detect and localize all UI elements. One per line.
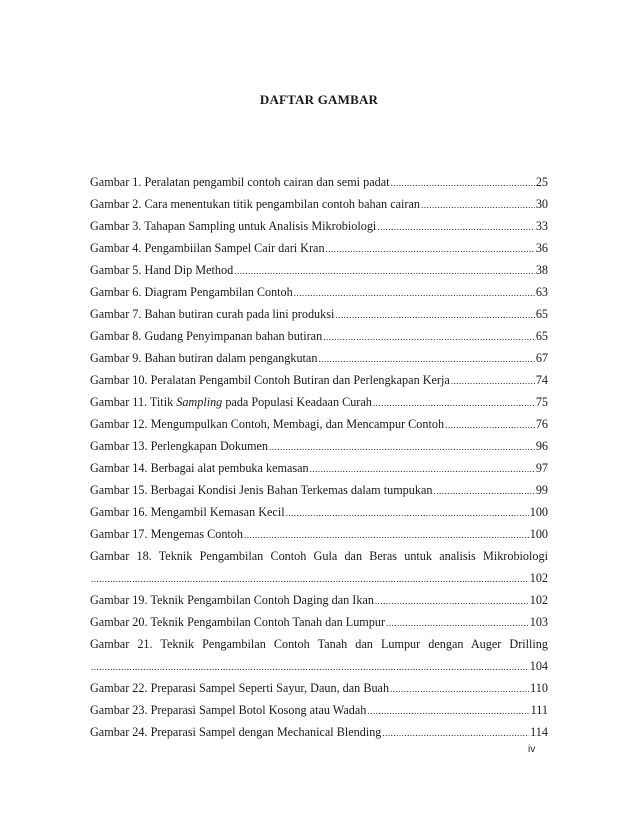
list-item: [90, 171, 548, 193]
list-item: [90, 699, 548, 721]
list-item: [90, 545, 548, 589]
entry-page: 99: [535, 483, 548, 497]
entry-text: Gambar 19. Teknik Pengambilan Contoh Daging dan Ikan: [90, 593, 374, 607]
list-item: [90, 589, 548, 611]
dot-leader: [373, 391, 535, 413]
dot-leader: [310, 457, 535, 479]
dot-leader: [451, 369, 535, 391]
list-item: [90, 435, 548, 457]
dot-leader: [91, 567, 529, 589]
entry-text: Gambar 23. Preparasi Sampel Botol Kosong atau Wadah: [90, 703, 367, 717]
list-item: [90, 633, 548, 677]
dot-leader: [382, 721, 529, 743]
dot-leader: [318, 347, 534, 369]
entry-text-emphasis: Sampling: [176, 395, 223, 409]
entry-text: Gambar 13. Perlengkapan Dokumen: [90, 439, 269, 453]
list-item: [90, 303, 548, 325]
entry-page: 110: [530, 681, 548, 695]
list-item: [90, 237, 548, 259]
entry-text: [90, 391, 372, 413]
entry-page: 104: [529, 659, 548, 673]
list-item: [90, 413, 548, 435]
dot-leader: [390, 677, 529, 699]
dot-leader: [234, 259, 535, 281]
entry-page: 65: [535, 329, 548, 343]
entry-page: 65: [535, 307, 548, 321]
entry-text-post: pada Populasi Keadaan Curah: [222, 395, 372, 409]
entry-page: 38: [535, 263, 548, 277]
entry-text: Gambar 6. Diagram Pengambilan Contoh: [90, 285, 293, 299]
entry-text: Gambar 17. Mengemas Contoh: [90, 527, 243, 541]
entry-page: 97: [535, 461, 548, 475]
page-number: iv: [528, 744, 536, 755]
entry-text: Gambar 12. Mengumpulkan Contoh, Membagi, dan Mencampur Contoh: [90, 417, 445, 431]
entry-text: Gambar 15. Berbagai Kondisi Jenis Bahan Terkemas dalam tumpukan: [90, 483, 433, 497]
list-item: [90, 479, 548, 501]
entry-text: Gambar 24. Preparasi Sampel dengan Mechanical Blending: [90, 725, 382, 739]
dot-leader: [326, 237, 535, 259]
list-item: [90, 215, 548, 237]
entry-text: Gambar 18. Teknik Pengambilan Contoh Gula dan Beras untuk analisis Mikrobiologi: [90, 549, 548, 563]
dot-leader: [375, 589, 529, 611]
dot-leader: [433, 479, 534, 501]
dot-leader: [335, 303, 534, 325]
figure-list: [90, 171, 548, 743]
list-item: [90, 457, 548, 479]
dot-leader: [286, 501, 529, 523]
dot-leader: [386, 611, 529, 633]
list-item: [90, 347, 548, 369]
entry-page: 102: [529, 593, 548, 607]
entry-text: Gambar 5. Hand Dip Method: [90, 263, 234, 277]
entry-page: 103: [529, 615, 548, 629]
dot-leader: [323, 325, 535, 347]
entry-page: 114: [530, 725, 548, 739]
entry-text: Gambar 8. Gudang Penyimpanan bahan butiran: [90, 329, 323, 343]
entry-text: Gambar 1. Peralatan pengambil contoh cairan dan semi padat: [90, 175, 390, 189]
entry-page: 100: [529, 505, 548, 519]
list-item: [90, 611, 548, 633]
entry-text: Gambar 4. Pengambiilan Sampel Cair dari Kran: [90, 241, 325, 255]
list-item: [90, 677, 548, 699]
entry-page: 33: [535, 219, 548, 233]
dot-leader: [391, 171, 535, 193]
list-item: [90, 193, 548, 215]
entry-text: Gambar 2. Cara menentukan titik pengambilan contoh bahan cairan: [90, 197, 420, 211]
entry-page: 75: [535, 395, 548, 409]
entry-text: Gambar 16. Mengambil Kemasan Kecil: [90, 505, 285, 519]
dot-leader: [445, 413, 535, 435]
entry-page: 25: [535, 175, 548, 189]
entry-page: 111: [530, 703, 548, 717]
entry-text: Gambar 21. Teknik Pengambilan Contoh Tanah dan Lumpur dengan Auger Drilling: [90, 637, 548, 651]
entry-page: 76: [535, 417, 548, 431]
entry-text: Gambar 9. Bahan butiran dalam pengangkutan: [90, 351, 318, 365]
page-title: DAFTAR GAMBAR: [259, 92, 379, 107]
list-item: [90, 721, 548, 743]
list-item: [90, 523, 548, 545]
entry-text: Gambar 22. Preparasi Sampel Seperti Sayur, Daun, dan Buah: [90, 681, 390, 695]
dot-leader: [377, 215, 534, 237]
entry-text: Gambar 14. Berbagai alat pembuka kemasan: [90, 461, 309, 475]
list-item: [90, 259, 548, 281]
entry-page: 102: [529, 571, 548, 585]
entry-page: 30: [535, 197, 548, 211]
entry-text: Gambar 3. Tahapan Sampling untuk Analisis Mikrobiologi: [90, 219, 377, 233]
list-item: [90, 369, 548, 391]
list-item: [90, 391, 548, 413]
dot-leader: [91, 655, 529, 677]
list-item: [90, 501, 548, 523]
entry-page: 67: [535, 351, 548, 365]
entry-page: 96: [535, 439, 548, 453]
list-item: [90, 281, 548, 303]
dot-leader: [367, 699, 529, 721]
entry-text: Gambar 7. Bahan butiran curah pada lini produksi: [90, 307, 335, 321]
entry-page: 63: [535, 285, 548, 299]
entry-text: Gambar 10. Peralatan Pengambil Contoh Butiran dan Perlengkapan Kerja: [90, 373, 450, 387]
dot-leader: [269, 435, 535, 457]
entry-page: 36: [535, 241, 548, 255]
entry-text: Gambar 20. Teknik Pengambilan Contoh Tanah dan Lumpur: [90, 615, 386, 629]
entry-page: 74: [535, 373, 548, 387]
entry-page: 100: [529, 527, 548, 541]
dot-leader: [294, 281, 535, 303]
entry-text-pre: Gambar 11. Titik: [90, 395, 177, 409]
list-item: [90, 325, 548, 347]
dot-leader: [244, 523, 529, 545]
dot-leader: [421, 193, 535, 215]
